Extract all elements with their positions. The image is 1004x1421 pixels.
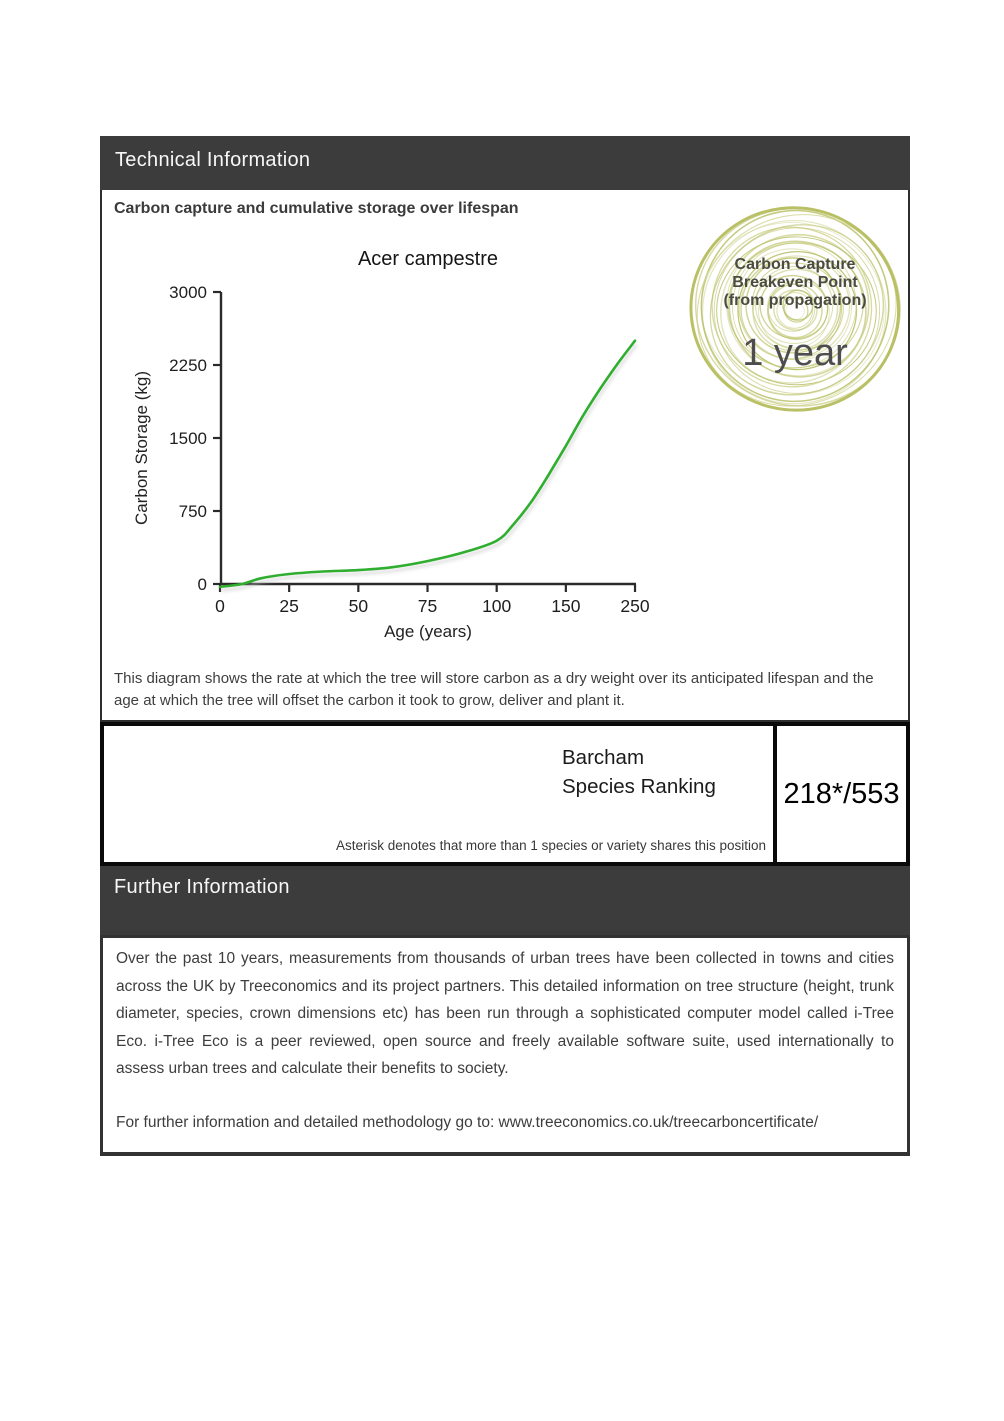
- y-tick-label: 750: [178, 502, 207, 521]
- chart-caption: This diagram shows the rate at which the tree will store carbon as a dry weight over its anticipated lifespan and the age at which the tree will offset the carbon it took to grow, deliver and plant it.: [114, 670, 874, 709]
- technical-information-header: [100, 136, 910, 190]
- y-tick-label: 1500: [169, 429, 207, 448]
- breakeven-badge-line2: Breakeven Point: [732, 274, 858, 291]
- species-ranking-label-line1: Barcham: [562, 746, 645, 769]
- x-tick-label: 150: [551, 596, 581, 616]
- x-tick-label: 75: [417, 596, 438, 616]
- further-information-paragraph: Over the past 10 years, measurements from thousands of urban trees have been collected in towns and cities across the UK by Treeconomics and its project partners. This detailed information on tree structure (height, trunk diameter, species, crown dimensions etc) has been run through a sophisticated computer model called i-Tree Eco. i-Tree Eco is a peer reviewed, open source and freely available software suite, used internationally to assess urban trees and calculate their benefits to society.: [116, 950, 894, 1077]
- breakeven-badge-line3: (from propagation): [723, 292, 867, 309]
- technical-section: [100, 190, 910, 722]
- x-tick-label: 250: [620, 596, 650, 616]
- x-axis-title: Age (years): [384, 622, 472, 641]
- further-information-header: [100, 866, 910, 935]
- chart-plot-area: [169, 283, 650, 616]
- chart-title: Acer campestre: [357, 248, 499, 270]
- chart-section-title: Carbon capture and cumulative storage over lifespan: [114, 200, 519, 217]
- species-ranking-value-cell: [773, 726, 906, 862]
- y-tick-label: 2250: [169, 356, 207, 375]
- breakeven-badge: [645, 256, 945, 375]
- x-tick-label: 100: [482, 596, 512, 616]
- x-tick-label: 50: [348, 596, 369, 616]
- y-axis-title: Carbon Storage (kg): [132, 370, 151, 526]
- x-tick-label: 25: [279, 596, 299, 616]
- technical-information-title: Technical Information: [115, 149, 311, 171]
- species-ranking-asterisk-note: Asterisk denotes that more than 1 species or variety shares this position: [336, 838, 766, 853]
- carbon-curve-shadow: [222, 344, 637, 590]
- species-ranking-label: [562, 744, 716, 801]
- species-ranking-left-cell: [104, 726, 773, 862]
- further-information-section: [100, 935, 910, 1156]
- y-tick-label: 3000: [169, 283, 207, 302]
- tree-carbon-certificate: [100, 136, 910, 1156]
- breakeven-badge-value: 1 year: [742, 332, 848, 374]
- further-information-link-line: For further information and detailed methodology go to: www.treeconomics.co.uk/treecarboncertificate/: [116, 1113, 819, 1131]
- carbon-storage-curve: [220, 341, 635, 587]
- species-ranking-value: 218*/553: [783, 777, 900, 810]
- breakeven-badge-line1: Carbon Capture: [734, 256, 856, 273]
- y-tick-label: 0: [197, 575, 207, 594]
- x-tick-label: 0: [215, 596, 225, 616]
- species-ranking-label-line2: Species Ranking: [562, 774, 716, 798]
- further-information-title: Further Information: [114, 876, 290, 898]
- species-ranking-section: [100, 722, 910, 866]
